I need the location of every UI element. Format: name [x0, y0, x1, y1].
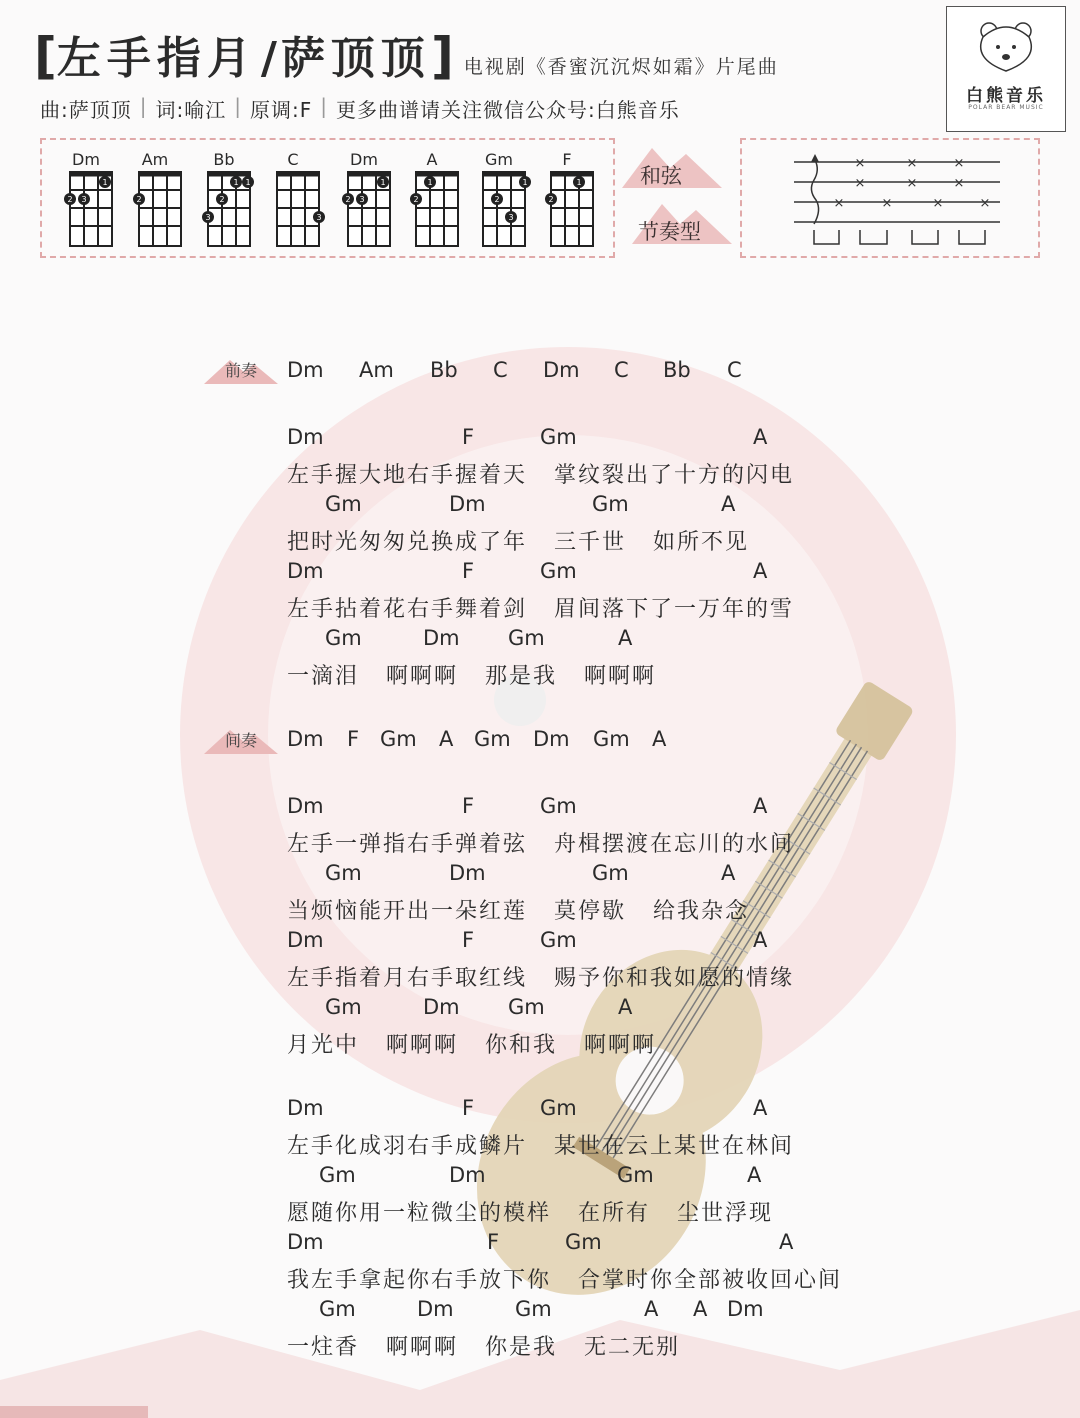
interlude-label: 间奏 — [224, 731, 257, 750]
chord-name: Dm — [72, 150, 100, 169]
svg-text:3: 3 — [359, 195, 365, 204]
svg-text:2: 2 — [219, 195, 225, 204]
chord-symbol: F — [462, 1096, 475, 1120]
chord-diagrams-panel — [40, 138, 615, 258]
chord-name: Bb — [213, 150, 235, 169]
chord-symbol: Bb — [430, 358, 458, 382]
svg-text:1: 1 — [576, 178, 582, 187]
credit-separator: | — [139, 94, 148, 118]
credits-line — [40, 94, 680, 123]
logo-name: 白熊音乐 — [966, 86, 1046, 106]
fretboard-icon — [271, 168, 321, 248]
svg-text:×: × — [979, 196, 991, 211]
chord-symbol: Gm — [565, 1230, 602, 1254]
fretboard-icon — [133, 168, 183, 248]
chord-symbol: Gm — [319, 1163, 356, 1187]
credit-composer: 曲:萨顶顶 — [40, 98, 132, 122]
lyric-line: 一滴泪 啊啊啊 那是我 啊啊啊 — [287, 664, 656, 689]
chord-name: A — [426, 150, 438, 169]
chord-symbol: Gm — [325, 626, 362, 650]
chord-name: Am — [141, 150, 169, 169]
svg-text:1: 1 — [245, 178, 251, 187]
chord-symbol: A — [439, 727, 454, 751]
chord-symbol: Gm — [325, 861, 362, 885]
lyric-line: 把时光匆匆兑换成了年 三千世 如所不见 — [287, 530, 749, 555]
lyric-line: 左手握大地右手握着天 掌纹裂出了十方的闪电 — [287, 463, 794, 488]
svg-text:×: × — [953, 156, 965, 171]
lyric-line: 我左手拿起你右手放下你 合掌时你全部被收回心间 — [287, 1268, 842, 1293]
tag-rhythm: 节奏型 — [638, 220, 701, 244]
chord-symbol: F — [462, 559, 475, 583]
chord-symbol: Dm — [287, 928, 324, 952]
fretboard-icon — [64, 168, 114, 248]
chord-symbol: C — [493, 358, 508, 382]
svg-text:1: 1 — [380, 178, 386, 187]
svg-text:3: 3 — [508, 213, 514, 222]
bear-icon — [947, 7, 1065, 77]
svg-text:2: 2 — [548, 195, 554, 204]
tag-chords: 和弦 — [640, 164, 682, 188]
svg-text:×: × — [953, 176, 965, 191]
chord-name: Dm — [350, 150, 378, 169]
chord-symbol: Dm — [533, 727, 570, 751]
chord-symbol: Dm — [449, 1163, 486, 1187]
chord-symbol: A — [753, 425, 768, 449]
chord-symbol: A — [721, 492, 736, 516]
lyric-line: 左手指着月右手取红线 赐予你和我如愿的情缘 — [287, 966, 794, 991]
chord-symbol: Dm — [287, 358, 324, 382]
chord-symbol: Dm — [287, 1096, 324, 1120]
fretboard-icon — [477, 168, 527, 248]
title-slash: / — [260, 33, 277, 84]
chord-symbol: Gm — [474, 727, 511, 751]
chord-symbol: Gm — [540, 425, 577, 449]
svg-text:×: × — [854, 176, 866, 191]
svg-text:1: 1 — [427, 178, 433, 187]
chord-symbol: Gm — [380, 727, 417, 751]
chord-symbol: Dm — [287, 794, 324, 818]
rhythm-pattern-panel — [740, 138, 1040, 258]
rhythm-notation — [742, 140, 1038, 256]
credit-key: 原调:F — [250, 98, 313, 122]
credit-follow: 更多曲谱请关注微信公众号:白熊音乐 — [336, 98, 680, 122]
chord-symbol: Gm — [617, 1163, 654, 1187]
chord-symbol: Am — [359, 358, 394, 382]
bracket-right: ] — [430, 27, 454, 85]
credit-separator: | — [320, 94, 328, 118]
chord-symbol: Dm — [423, 626, 460, 650]
lyric-line: 当烦恼能开出一朵红莲 莫停歇 给我杂念 — [287, 899, 749, 924]
chord-symbol: Gm — [540, 1096, 577, 1120]
svg-text:2: 2 — [67, 195, 73, 204]
chord-symbol: Dm — [423, 995, 460, 1019]
svg-text:3: 3 — [81, 195, 87, 204]
chord-symbol: A — [721, 861, 736, 885]
chord-name: C — [287, 150, 299, 169]
lyric-line: 左手化成羽右手成鳞片 某世在云上某世在林间 — [287, 1134, 794, 1159]
chord-symbol: Gm — [540, 559, 577, 583]
polar-bear-logo — [946, 6, 1066, 132]
svg-text:1: 1 — [522, 178, 528, 187]
lyric-line: 月光中 啊啊啊 你和我 啊啊啊 — [287, 1033, 656, 1058]
chord-symbol: Gm — [515, 1297, 552, 1321]
svg-text:3: 3 — [205, 213, 211, 222]
chord-symbol: Gm — [325, 492, 362, 516]
interlude-tag — [204, 726, 278, 756]
fretboard-icon — [342, 168, 392, 248]
chord-symbol: Dm — [449, 492, 486, 516]
song-title: 左手指月 — [56, 33, 257, 84]
chord-symbol: C — [614, 358, 629, 382]
chord-symbol: Gm — [325, 995, 362, 1019]
svg-text:2: 2 — [345, 195, 351, 204]
lyric-line: 左手一弹指右手弹着弦 舟楫摆渡在忘川的水间 — [287, 832, 794, 857]
svg-text:2: 2 — [136, 195, 142, 204]
credit-separator: | — [234, 94, 242, 118]
svg-text:×: × — [854, 156, 866, 171]
chord-symbol: F — [462, 794, 475, 818]
chord-symbol: A — [644, 1297, 659, 1321]
intro-tag — [204, 356, 278, 386]
chord-symbol: Gm — [592, 492, 629, 516]
chord-symbol: A — [618, 995, 633, 1019]
lyric-line: 愿随你用一粒微尘的模样 在所有 尘世浮现 — [287, 1201, 773, 1226]
chord-name: F — [562, 150, 572, 169]
chord-symbol: Gm — [319, 1297, 356, 1321]
chord-symbol: Dm — [417, 1297, 454, 1321]
logo-subtitle: POLAR BEAR MUSIC — [968, 104, 1044, 111]
fretboard-icon — [410, 168, 460, 248]
bracket-left: [ — [34, 27, 57, 85]
fretboard-icon — [545, 168, 595, 248]
svg-text:1: 1 — [233, 178, 239, 187]
chord-symbol: A — [753, 794, 768, 818]
chord-symbol: Bb — [663, 358, 691, 382]
chord-symbol: A — [779, 1230, 794, 1254]
chord-symbol: Gm — [593, 727, 630, 751]
credit-lyricist: 词:喻江 — [155, 98, 227, 122]
svg-text:×: × — [906, 156, 918, 171]
chord-symbol: A — [693, 1297, 708, 1321]
chord-symbol: Gm — [508, 995, 545, 1019]
chord-symbol: F — [462, 425, 475, 449]
chord-symbol: Dm — [287, 727, 324, 751]
chord-symbol: A — [753, 1096, 768, 1120]
chord-symbol: Dm — [543, 358, 580, 382]
svg-text:×: × — [833, 196, 845, 211]
lyric-line: 左手拈着花右手舞着剑 眉间落下了一万年的雪 — [287, 597, 794, 622]
chord-symbol: A — [753, 928, 768, 952]
song-artist: 萨顶顶 — [280, 33, 431, 84]
chord-symbol: Dm — [727, 1297, 764, 1321]
chord-symbol: Dm — [449, 861, 486, 885]
svg-text:×: × — [881, 196, 893, 211]
chord-symbol: A — [753, 559, 768, 583]
svg-text:×: × — [906, 176, 918, 191]
intro-label: 前奏 — [224, 361, 257, 380]
chord-symbol: Dm — [287, 559, 324, 583]
chord-symbol: F — [487, 1230, 500, 1254]
svg-text:2: 2 — [413, 195, 419, 204]
chord-symbol: Gm — [592, 861, 629, 885]
svg-text:3: 3 — [316, 213, 322, 222]
chord-symbol: Dm — [287, 425, 324, 449]
chord-symbol: Gm — [540, 794, 577, 818]
chord-symbol: C — [727, 358, 742, 382]
chord-symbol: A — [652, 727, 667, 751]
lyric-line: 一炷香 啊啊啊 你是我 无二无别 — [287, 1335, 680, 1360]
chord-symbol: F — [347, 727, 360, 751]
chord-symbol: A — [747, 1163, 762, 1187]
side-tags — [622, 140, 732, 250]
chord-name: Gm — [485, 150, 513, 169]
chord-symbol: Dm — [287, 1230, 324, 1254]
song-title-bar — [34, 26, 779, 89]
song-subtitle: 电视剧《香蜜沉沉烬如霜》片尾曲 — [463, 56, 779, 78]
chord-symbol: Gm — [540, 928, 577, 952]
svg-text:2: 2 — [494, 195, 500, 204]
svg-text:×: × — [932, 196, 944, 211]
chord-symbol: Gm — [508, 626, 545, 650]
chord-symbol: A — [618, 626, 633, 650]
fretboard-icon — [202, 168, 252, 248]
chord-symbol: F — [462, 928, 475, 952]
svg-text:1: 1 — [102, 178, 108, 187]
